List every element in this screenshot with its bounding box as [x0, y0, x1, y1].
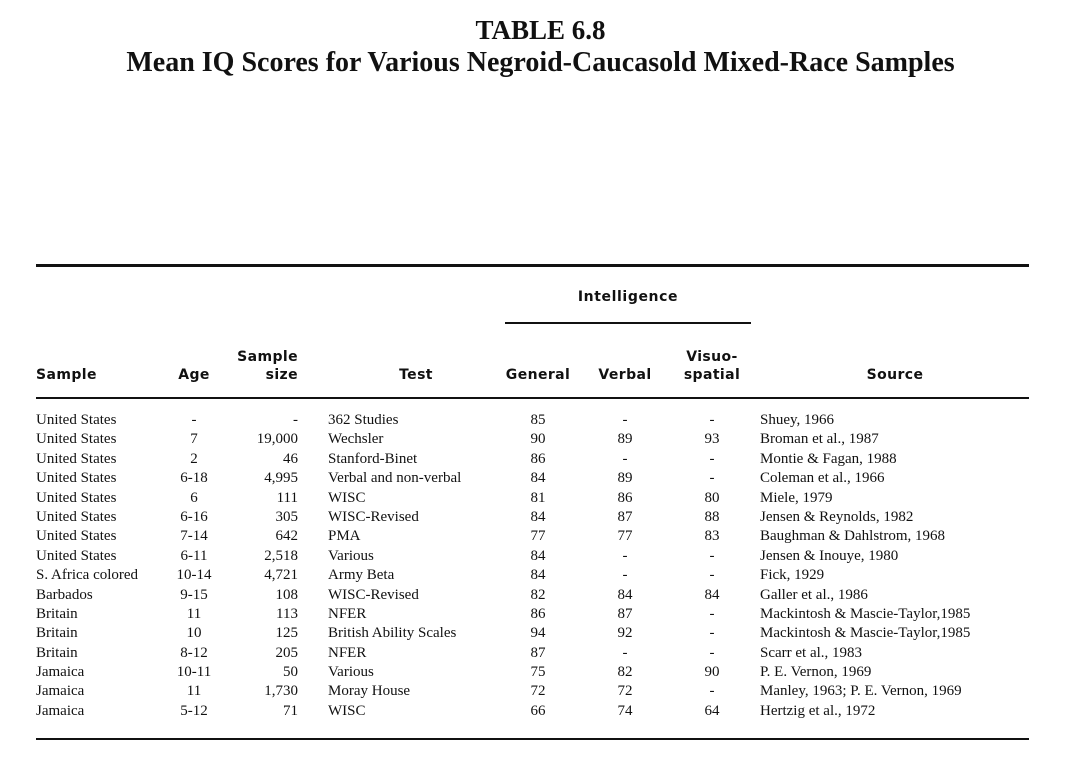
cell-source: Mackintosh & Mascie-Taylor,1985 [760, 625, 971, 642]
table-row [0, 566, 1081, 585]
cell-general: 94 [530, 625, 546, 642]
cell-visuo-spatial: - [709, 450, 715, 467]
table-row [0, 547, 1081, 566]
cell-test: WISC-Revised [328, 586, 419, 603]
cell-sample-size: 108 [275, 586, 298, 603]
cell-age: 5-12 [180, 702, 208, 719]
top-rule [36, 264, 1029, 267]
cell-sample: United States [36, 547, 117, 564]
table-row [0, 527, 1081, 546]
cell-sample-size: 642 [275, 528, 298, 545]
cell-age: 7 [190, 431, 198, 448]
table-row [0, 682, 1081, 701]
cell-sample: S. Africa colored [36, 567, 139, 584]
cell-general: 84 [530, 567, 546, 584]
cell-sample: United States [36, 470, 117, 487]
cell-verbal: 72 [617, 683, 633, 700]
header-sample: Sample [36, 367, 97, 383]
cell-verbal: 74 [617, 702, 633, 719]
cell-verbal: - [622, 412, 628, 428]
cell-visuo-spatial: - [709, 412, 715, 428]
bottom-rule [36, 738, 1029, 740]
cell-visuo-spatial: - [709, 605, 715, 622]
cell-test: WISC-Revised [328, 508, 419, 525]
cell-sample: Britain [36, 644, 78, 661]
cell-source: Mackintosh & Mascie-Taylor,1985 [760, 605, 971, 622]
cell-age: 6 [190, 489, 198, 506]
cell-sample-size: 305 [275, 508, 298, 525]
table-row [0, 469, 1081, 488]
cell-verbal: - [622, 547, 628, 564]
intelligence-group-header: Intelligence [577, 289, 679, 305]
table-row [0, 605, 1081, 624]
cell-age: 10-11 [176, 664, 212, 681]
cell-sample-size: 4,995 [264, 470, 298, 487]
cell-visuo-spatial: - [709, 625, 715, 642]
cell-sample-size: 125 [275, 625, 298, 642]
cell-visuo-spatial: 64 [704, 702, 720, 719]
cell-verbal: 89 [617, 431, 633, 448]
cell-test: WISC [328, 702, 366, 719]
cell-sample-size: 111 [276, 489, 298, 506]
cell-age: 8-12 [180, 644, 208, 661]
cell-test: Moray House [328, 683, 411, 700]
table-number: TABLE 6.8 [475, 15, 606, 45]
cell-sample-size: 205 [275, 644, 298, 661]
cell-visuo-spatial: 90 [704, 664, 720, 681]
cell-sample: Barbados [36, 586, 93, 603]
cell-test: NFER [328, 605, 367, 622]
cell-sample-size: 113 [276, 605, 298, 622]
table-row [0, 624, 1081, 643]
header-rule [36, 397, 1029, 399]
table-row [0, 586, 1081, 605]
cell-general: 81 [530, 489, 546, 506]
cell-sample: Britain [36, 625, 78, 642]
header-test: Test [399, 367, 433, 383]
cell-source: Baughman & Dahlstrom, 1968 [760, 528, 945, 545]
cell-sample: Jamaica [36, 683, 85, 700]
cell-sample: United States [36, 412, 117, 428]
cell-visuo-spatial: - [709, 547, 715, 564]
cell-visuo-spatial: 80 [704, 489, 720, 506]
cell-visuo-spatial: 88 [704, 508, 720, 525]
cell-general: 85 [530, 412, 546, 428]
header-general: General [505, 367, 571, 383]
cell-general: 77 [530, 528, 546, 545]
table-title: Mean IQ Scores for Various Negroid-Caucasold Mixed-Race Samples [126, 47, 955, 78]
cell-general: 86 [530, 605, 546, 622]
cell-source: Miele, 1979 [760, 489, 833, 506]
cell-general: 84 [530, 470, 546, 487]
cell-verbal: 87 [617, 508, 633, 525]
cell-visuo-spatial: - [709, 470, 715, 487]
cell-verbal: - [622, 644, 628, 661]
cell-general: 75 [530, 664, 546, 681]
cell-general: 86 [530, 450, 546, 467]
cell-source: Coleman et al., 1966 [760, 470, 885, 487]
cell-age: 11 [186, 605, 202, 622]
cell-test: Various [328, 664, 374, 681]
cell-sample-size: 19,000 [256, 431, 298, 448]
cell-sample: United States [36, 431, 117, 448]
cell-sample: United States [36, 508, 117, 525]
header-age: Age [178, 367, 210, 383]
cell-test: 362 Studies [328, 412, 399, 428]
cell-general: 84 [530, 508, 546, 525]
cell-source: P. E. Vernon, 1969 [760, 664, 872, 681]
table-row [0, 430, 1081, 449]
cell-verbal: 77 [617, 528, 633, 545]
cell-visuo-spatial: - [709, 644, 715, 661]
cell-verbal: 87 [617, 605, 633, 622]
header-visuo-spatial: Visuo- spatial [683, 349, 741, 383]
cell-sample-size: 50 [283, 664, 298, 681]
cell-source: Hertzig et al., 1972 [760, 702, 876, 719]
cell-age: 10 [186, 625, 202, 642]
table-row [0, 411, 1081, 430]
cell-general: 90 [530, 431, 546, 448]
cell-source: Broman et al., 1987 [760, 431, 879, 448]
cell-source: Fick, 1929 [760, 567, 825, 584]
cell-sample: Jamaica [36, 664, 85, 681]
cell-age: 6-16 [180, 508, 208, 525]
table-row [0, 644, 1081, 663]
cell-verbal: 84 [617, 586, 633, 603]
cell-age: - [191, 412, 197, 428]
cell-verbal: - [622, 567, 628, 584]
cell-sample-size: 2,518 [264, 547, 298, 564]
cell-verbal: 86 [617, 489, 633, 506]
cell-test: Various [328, 547, 374, 564]
cell-visuo-spatial: 83 [704, 528, 720, 545]
cell-source: Galler et al., 1986 [760, 586, 868, 603]
cell-source: Scarr et al., 1983 [760, 644, 863, 661]
cell-sample: United States [36, 489, 117, 506]
cell-sample-size: - [293, 412, 298, 428]
cell-sample: Britain [36, 605, 78, 622]
cell-sample-size: 46 [283, 450, 298, 467]
cell-visuo-spatial: 84 [704, 586, 720, 603]
header-source: Source [866, 367, 924, 383]
cell-visuo-spatial: 93 [704, 431, 720, 448]
cell-general: 84 [530, 547, 546, 564]
cell-sample: United States [36, 528, 117, 545]
cell-visuo-spatial: - [709, 683, 715, 700]
cell-age: 6-11 [180, 547, 208, 564]
cell-source: Manley, 1963; P. E. Vernon, 1969 [760, 683, 962, 700]
cell-age: 2 [190, 450, 198, 467]
cell-source: Jensen & Inouye, 1980 [760, 547, 899, 564]
header-sample-size: Sample size [237, 349, 298, 383]
cell-test: WISC [328, 489, 366, 506]
cell-general: 87 [530, 644, 546, 661]
cell-visuo-spatial: - [709, 567, 715, 584]
cell-age: 6-18 [180, 470, 208, 487]
cell-source: Shuey, 1966 [760, 412, 835, 428]
cell-age: 9-15 [180, 586, 208, 603]
cell-age: 7-14 [180, 528, 208, 545]
cell-test: Stanford-Binet [328, 450, 418, 467]
table-row [0, 489, 1081, 508]
header-verbal: Verbal [598, 367, 652, 383]
table-row [0, 663, 1081, 682]
cell-test: Verbal and non-verbal [328, 470, 462, 487]
cell-verbal: 92 [617, 625, 633, 642]
cell-sample: Jamaica [36, 702, 85, 719]
cell-test: Wechsler [328, 431, 384, 448]
table-row [0, 450, 1081, 469]
cell-source: Montie & Fagan, 1988 [760, 450, 897, 467]
cell-test: Army Beta [328, 567, 395, 584]
cell-verbal: 89 [617, 470, 633, 487]
cell-general: 72 [530, 683, 546, 700]
cell-test: British Ability Scales [328, 625, 457, 642]
cell-age: 10-14 [176, 567, 212, 584]
cell-test: NFER [328, 644, 367, 661]
cell-sample-size: 4,721 [264, 567, 298, 584]
cell-test: PMA [328, 528, 361, 545]
cell-general: 66 [530, 702, 546, 719]
intelligence-group-rule [505, 322, 751, 324]
cell-general: 82 [530, 586, 546, 603]
table-body [0, 411, 1081, 721]
cell-age: 11 [186, 683, 202, 700]
table-title-block [0, 14, 1081, 80]
cell-sample: United States [36, 450, 117, 467]
cell-source: Jensen & Reynolds, 1982 [760, 508, 914, 525]
cell-sample-size: 1,730 [264, 683, 298, 700]
table-row [0, 508, 1081, 527]
cell-verbal: - [622, 450, 628, 467]
table-row [0, 702, 1081, 721]
cell-sample-size: 71 [283, 702, 298, 719]
cell-verbal: 82 [617, 664, 633, 681]
